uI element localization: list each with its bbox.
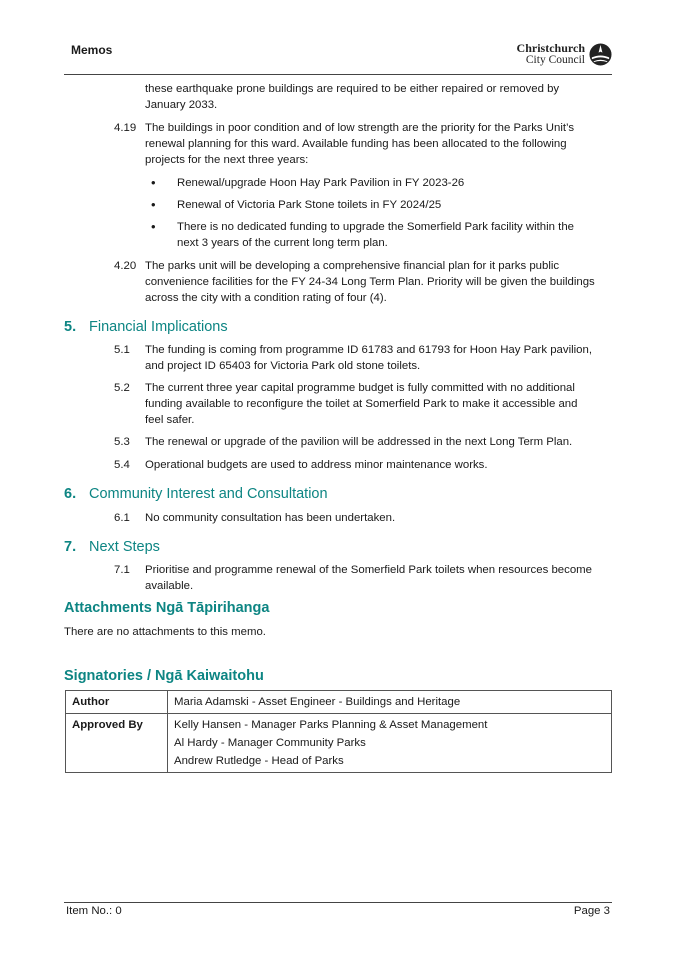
paragraph-line: Prioritise and programme renewal of the Somerfield Park toilets when resources become: [145, 564, 592, 576]
approver: Kelly Hansen - Manager Parks Planning & Asset Management: [174, 719, 488, 731]
section-number: 6.: [64, 486, 77, 502]
cathedral-logo-icon: [589, 43, 612, 66]
section-heading: [64, 486, 328, 502]
section-title: Community Interest and Consultation: [89, 486, 328, 502]
bullet-icon: •: [151, 197, 156, 212]
paragraph-number: 5.2: [114, 382, 130, 394]
paragraph-number: 4.19: [114, 122, 137, 134]
section-number: 7.: [64, 539, 77, 555]
paragraph-number: 5.3: [114, 436, 130, 448]
bullet-icon: •: [151, 175, 156, 190]
attachments-text: There are no attachments to this memo.: [64, 626, 266, 638]
table-row: [66, 714, 612, 773]
paragraph-4-20-line-3: across the city with a condition rating of four (4).: [145, 292, 387, 304]
author-value: Maria Adamski - Asset Engineer - Buildings and Heritage: [168, 691, 612, 714]
bullet-item: Renewal of Victoria Park Stone toilets in FY 2024/25: [177, 199, 442, 211]
paragraph-line: and project ID 65403 for Victoria Park old stone toilets.: [145, 360, 421, 372]
header-title: Memos: [71, 43, 113, 57]
approved-by-label: Approved By: [66, 714, 168, 773]
section-heading: [64, 539, 160, 555]
paragraph-line: funding available to reconfigure the toilet at Somerfield Park to make it accessible and: [145, 398, 578, 410]
author-label: Author: [66, 691, 168, 714]
paragraph-number: 5.4: [114, 459, 130, 471]
approver: Andrew Rutledge - Head of Parks: [174, 755, 344, 767]
signatories-heading: Signatories / Ngā Kaiwaitohu: [64, 668, 264, 684]
paragraph-4-19-line-2: renewal planning for this ward. Available funding has been allocated to the following: [145, 138, 567, 150]
attachments-heading: Attachments Ngā Tāpirihanga: [64, 600, 270, 616]
paragraph-number: 4.20: [114, 260, 137, 272]
carry-over-line-2: January 2033.: [145, 99, 218, 111]
approvers-cell: [168, 714, 612, 773]
paragraph-line: available.: [145, 580, 194, 592]
section-number: 5.: [64, 319, 77, 335]
bullet-icon: •: [151, 219, 156, 234]
page-footer: [64, 902, 612, 917]
paragraph-line: The funding is coming from programme ID 61783 and 61793 for Hoon Hay Park pavilion,: [145, 344, 593, 356]
page-header: [64, 40, 612, 75]
signatories-table: [65, 690, 612, 773]
paragraph-4-19-line-3: projects for the next three years:: [145, 154, 309, 166]
paragraph-line: The renewal or upgrade of the pavilion will be addressed in the next Long Term Plan.: [145, 436, 573, 448]
approver: Al Hardy - Manager Community Parks: [174, 737, 366, 749]
carry-over-line-1: these earthquake prone buildings are required to be either repaired or removed by: [145, 83, 560, 95]
paragraph-4-19-line-1: The buildings in poor condition and of low strength are the priority for the Parks Unit’s: [145, 122, 575, 134]
section-title: Next Steps: [89, 539, 160, 555]
paragraph-4-20-line-1: The parks unit will be developing a comprehensive financial plan for it parks public: [145, 260, 560, 272]
page-number: Page 3: [573, 905, 610, 917]
paragraph-4-20-line-2: convenience facilities for the FY 24-34 Long Term Plan. Priority will be given the buildings: [145, 276, 595, 288]
bullet-item: There is no dedicated funding to upgrade the Somerfield Park facility within the: [177, 221, 575, 233]
table-row: [66, 691, 612, 714]
section-heading: [64, 319, 228, 335]
item-number: Item No.: 0: [66, 905, 122, 917]
paragraph-line: feel safer.: [145, 414, 195, 426]
bullet-item-cont: next 3 years of the current long term plan.: [177, 237, 388, 249]
paragraph-number: 6.1: [114, 512, 130, 524]
section-title: Financial Implications: [89, 319, 228, 335]
logo-line2: City Council: [525, 54, 585, 66]
bullet-item: Renewal/upgrade Hoon Hay Park Pavilion in FY 2023-26: [177, 177, 465, 189]
council-logo: [517, 40, 612, 68]
paragraph-line: No community consultation has been undertaken.: [145, 512, 396, 524]
paragraph-line: The current three year capital programme budget is fully committed with no additional: [145, 382, 575, 394]
paragraph-line: Operational budgets are used to address minor maintenance works.: [145, 459, 488, 471]
paragraph-number: 5.1: [114, 344, 130, 356]
paragraph-number: 7.1: [114, 564, 130, 576]
logo-line1: Christchurch: [516, 41, 585, 55]
